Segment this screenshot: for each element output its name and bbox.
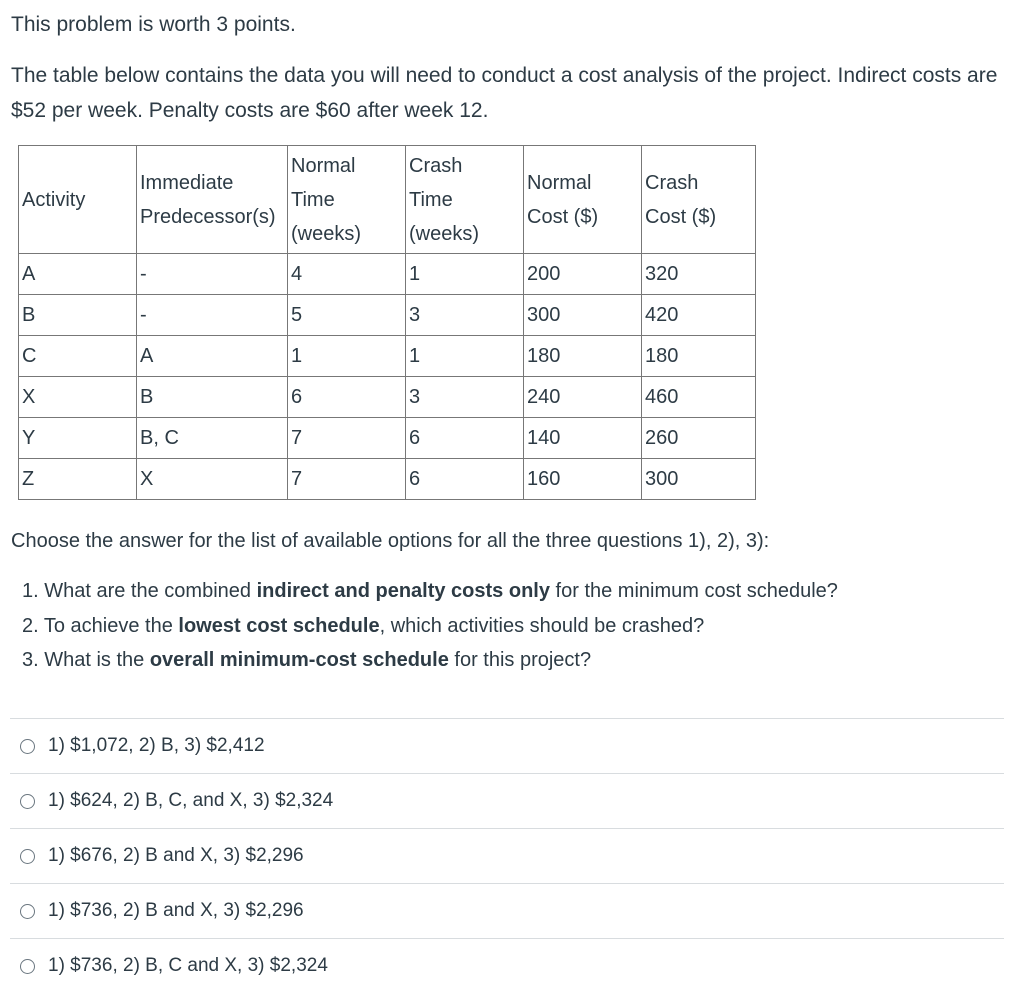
answer-option-3[interactable]	[10, 828, 1004, 883]
question-text: 2. To achieve the	[22, 614, 179, 637]
cell-activity: Z	[19, 459, 137, 500]
answer-label: 1) $676, 2) B and X, 3) $2,296	[48, 845, 304, 866]
answer-option-5[interactable]	[10, 938, 1004, 993]
cell-normal-time: 4	[288, 254, 406, 295]
cell-crash-cost: 320	[642, 254, 756, 295]
header-line: Activity	[22, 188, 86, 211]
cell-activity: A	[19, 254, 137, 295]
question-emphasis: lowest cost schedule	[178, 614, 380, 637]
question-list	[22, 574, 838, 678]
answer-label: 1) $736, 2) B and X, 3) $2,296	[48, 900, 304, 921]
question-text: for this project?	[448, 649, 592, 671]
problem-points: This problem is worth 3 points.	[11, 13, 296, 36]
answer-label: 1) $736, 2) B, C and X, 3) $2,324	[48, 955, 328, 976]
cell-crash-time: 6	[406, 459, 524, 500]
cell-predecessors: X	[137, 459, 288, 500]
cell-crash-time: 1	[406, 336, 524, 377]
cell-crash-time: 1	[406, 254, 524, 295]
cell-activity: C	[19, 336, 137, 377]
cell-normal-time: 6	[288, 377, 406, 418]
cell-crash-cost: 260	[642, 418, 756, 459]
header-line: Cost ($)	[645, 205, 717, 228]
header-line: Immediate	[140, 171, 234, 194]
question-text: for the minimum cost schedule?	[549, 580, 838, 602]
header-normal-time	[288, 146, 406, 254]
header-line: (weeks)	[291, 222, 362, 245]
cell-predecessors: -	[137, 295, 288, 336]
cell-predecessors: B	[137, 377, 288, 418]
cell-normal-cost: 300	[524, 295, 642, 336]
header-line: Crash	[409, 154, 463, 177]
cell-activity: B	[19, 295, 137, 336]
cell-crash-time: 3	[406, 377, 524, 418]
cell-normal-time: 1	[288, 336, 406, 377]
table-row	[19, 254, 756, 295]
answer-label: 1) $1,072, 2) B, 3) $2,412	[48, 735, 265, 756]
problem-description: The table below contains the data you will need to conduct a cost analysis of the project. Indirect costs are $52 per week. Penalty costs are $60 after week 12.	[11, 64, 998, 122]
question-text: 1. What are the combined	[22, 580, 257, 602]
table-row	[19, 336, 756, 377]
cell-normal-time: 7	[288, 418, 406, 459]
cell-normal-cost: 240	[524, 377, 642, 418]
header-line: Time	[291, 188, 335, 211]
answer-label: 1) $624, 2) B, C, and X, 3) $2,324	[48, 790, 334, 811]
header-line: Normal	[291, 154, 356, 177]
header-crash-time	[406, 146, 524, 254]
header-normal-cost	[524, 146, 642, 254]
header-line: Predecessor(s)	[140, 205, 276, 228]
activity-table	[18, 145, 756, 500]
table-row	[19, 377, 756, 418]
table-row	[19, 418, 756, 459]
cell-normal-cost: 180	[524, 336, 642, 377]
question-emphasis: overall minimum-cost schedule	[149, 649, 449, 671]
cell-normal-time: 5	[288, 295, 406, 336]
cell-crash-time: 3	[406, 295, 524, 336]
cell-activity: Y	[19, 418, 137, 459]
cell-normal-time: 7	[288, 459, 406, 500]
table-row	[19, 295, 756, 336]
question-item	[22, 574, 838, 609]
answer-option-2[interactable]	[10, 773, 1004, 828]
header-predecessors	[137, 146, 288, 254]
header-line: Time	[409, 188, 453, 211]
answer-options	[10, 718, 1004, 993]
header-line: (weeks)	[409, 222, 480, 245]
table-row	[19, 459, 756, 500]
cell-crash-cost: 460	[642, 377, 756, 418]
cell-normal-cost: 140	[524, 418, 642, 459]
table-header-row	[19, 146, 756, 254]
radio-button[interactable]	[20, 739, 35, 754]
header-crash-cost	[642, 146, 756, 254]
question-item	[22, 609, 838, 644]
question-text: , which activities should be crashed?	[379, 614, 705, 637]
cell-crash-cost: 300	[642, 459, 756, 500]
cell-predecessors: -	[137, 254, 288, 295]
header-line: Normal	[527, 171, 592, 194]
cell-crash-time: 6	[406, 418, 524, 459]
cell-crash-cost: 420	[642, 295, 756, 336]
cell-normal-cost: 160	[524, 459, 642, 500]
header-line: Crash	[645, 171, 699, 194]
radio-button[interactable]	[20, 849, 35, 864]
question-prompt: Choose the answer for the list of available options for all the three questions 1), 2), 3):	[11, 530, 770, 552]
cell-normal-cost: 200	[524, 254, 642, 295]
header-line: Cost ($)	[527, 205, 599, 228]
question-emphasis: indirect and penalty costs only	[256, 580, 550, 602]
cell-predecessors: A	[137, 336, 288, 377]
cell-crash-cost: 180	[642, 336, 756, 377]
radio-button[interactable]	[20, 904, 35, 919]
cell-predecessors: B, C	[137, 418, 288, 459]
answer-option-4[interactable]	[10, 883, 1004, 938]
question-item	[22, 643, 838, 678]
cell-activity: X	[19, 377, 137, 418]
question-text: 3. What is the	[22, 649, 150, 671]
radio-button[interactable]	[20, 794, 35, 809]
radio-button[interactable]	[20, 959, 35, 974]
answer-option-1[interactable]	[10, 718, 1004, 773]
header-activity	[19, 146, 137, 254]
